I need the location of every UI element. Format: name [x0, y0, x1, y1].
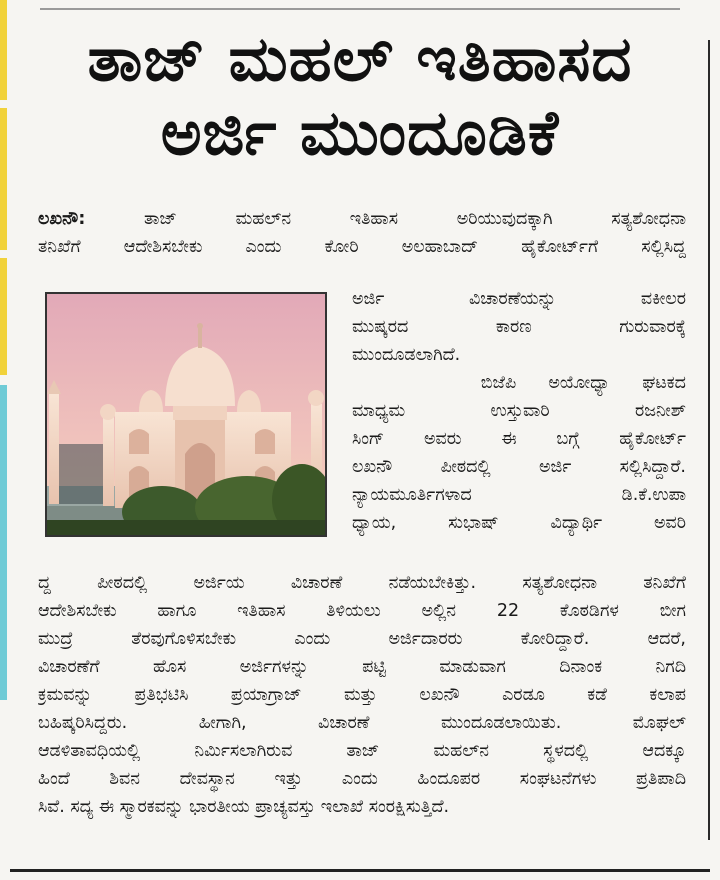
article-line: ಆಡಳಿತಾವಧಿಯಲ್ಲಿ ನಿರ್ಮಿಸಲಾಗಿರುವ ತಾಜ್ ಮಹಲ್‌ನ ಸ್ಥಳದಲ್ಲಿ ಆದಕ್ಕೂ: [38, 741, 686, 761]
column-rule: [708, 40, 710, 840]
side-line: ಮುಷ್ಕರದ ಕಾರಣ ಗುರುವಾರಕ್ಕೆ: [352, 317, 686, 337]
side-line: ಅರ್ಜಿ ವಿಚಾರಣೆಯನ್ನು ವಕೀಲರ: [352, 289, 686, 309]
side-line: ನ್ಯಾಯಮೂರ್ತಿಗಳಾದ ಡಿ.ಕೆ.ಉಪಾ: [352, 485, 686, 505]
article-line: ಕ್ರಮವನ್ನು ಪ್ರತಿಭಟಿಸಿ ಪ್ರಯಾಗ್ರಾಜ್ ಮತ್ತು ಲಖನೌ ಎರಡೂ ಕಡೆ ಕಲಾಪ: [38, 685, 686, 705]
article-line: ವಿಚಾರಣೆಗೆ ಹೊಸ ಅರ್ಜಿಗಳನ್ನು ಪಟ್ಟಿ ಮಾಡುವಾಗ ದಿನಾಂಕ ನಿಗದಿ: [38, 657, 686, 677]
article-line-1: [38, 205, 686, 233]
article-line: ಬಹಿಷ್ಕರಿಸಿದ್ದರು. ಹೀಗಾಗಿ, ವಿಚಾರಣೆ ಮುಂದೂಡಲಾಯಿತು. ಮೊಘಲ್: [38, 713, 686, 733]
article-line: ದ್ದ ಪೀಠದಲ್ಲಿ ಅರ್ಜಿಯ ವಿಚಾರಣೆ ನಡೆಯಬೇಕಿತ್ತು. ಸತ್ಯಶೋಧನಾ ತನಿಖೆಗೆ: [38, 573, 686, 593]
headline-line-1: ತಾಜ್ ಮಹಲ್ ಇತಿಹಾಸದ: [87, 22, 633, 95]
dateline: ಲಖನೌ:: [38, 209, 86, 229]
top-rule: [40, 8, 680, 10]
taj-mahal-photo: [45, 292, 327, 537]
article-line-2: ತನಿಖೆಗೆ ಆದೇಶಿಸಬೇಕು ಎಂದು ಕೋರಿ ಅಲಹಾಬಾದ್ ಹೈಕೋರ್ಟ್‌ಗೆ ಸಲ್ಲಿಸಿದ್ದ: [38, 237, 686, 257]
article-line: ಮುದ್ರೆ ತೆರವುಗೊಳಿಸಬೇಕು ಎಂದು ಅರ್ಜಿದಾರರು ಕೋರಿದ್ದಾರೆ. ಆದರೆ,: [38, 629, 686, 649]
side-line: ಧ್ಯಾಯ, ಸುಭಾಷ್ ವಿದ್ಯಾರ್ಥಿ ಅವರಿ: [352, 513, 686, 533]
article-line: ಸಿವೆ. ಸದ್ಯ ಈ ಸ್ಮಾರಕವನ್ನು ಭಾರತೀಯ ಪ್ರಾಚ್ಯವಸ್ತು ಇಲಾಖೆ ಸಂರಕ್ಷಿಸುತ್ತಿದೆ.: [38, 797, 450, 817]
headline-line-2: ಅರ್ಜಿ ಮುಂದೂಡಿಕೆ: [160, 96, 560, 169]
side-line: ಮಾಧ್ಯಮ ಉಸ್ತುವಾರಿ ರಜನೀಶ್: [352, 401, 686, 421]
article-body: [38, 205, 686, 261]
page-edge-color-strip: [0, 0, 7, 880]
article-line: ಆದೇಶಿಸಬೇಕು ಹಾಗೂ ಇತಿಹಾಸ ತಿಳಿಯಲು ಅಲ್ಲಿನ 22 ಕೊಠಡಿಗಳ ಬೀಗ: [38, 601, 686, 621]
article-line-1-text: ತಾಜ್ ಮಹಲ್‌ನ ಇತಿಹಾಸ ಅರಿಯುವುದಕ್ಕಾಗಿ ಸತ್ಯಶೋಧನಾ: [85, 209, 686, 229]
side-line: ಲಖನೌ ಪೀಠದಲ್ಲಿ ಅರ್ಜಿ ಸಲ್ಲಿಸಿದ್ದಾರೆ.: [352, 457, 686, 477]
side-column: [352, 285, 686, 537]
side-line: ಬಿಜೆಪಿ ಅಯೋಧ್ಯಾ ಘಟಕದ: [352, 373, 686, 393]
bottom-rule: [10, 869, 710, 872]
side-line: ಮುಂದೂಡಲಾಗಿದೆ.: [352, 345, 461, 365]
side-line: ಸಿಂಗ್ ಅವರು ಈ ಬಗ್ಗೆ ಹೈಕೋರ್ಟ್: [352, 429, 686, 449]
headline: [20, 22, 700, 170]
article-continuation: [38, 569, 686, 821]
article-line: ಹಿಂದೆ ಶಿವನ ದೇವಸ್ಥಾನ ಇತ್ತು ಎಂದು ಹಿಂದೂಪರ ಸಂಘಟನೆಗಳು ಪ್ರತಿಪಾದಿ: [38, 769, 686, 789]
